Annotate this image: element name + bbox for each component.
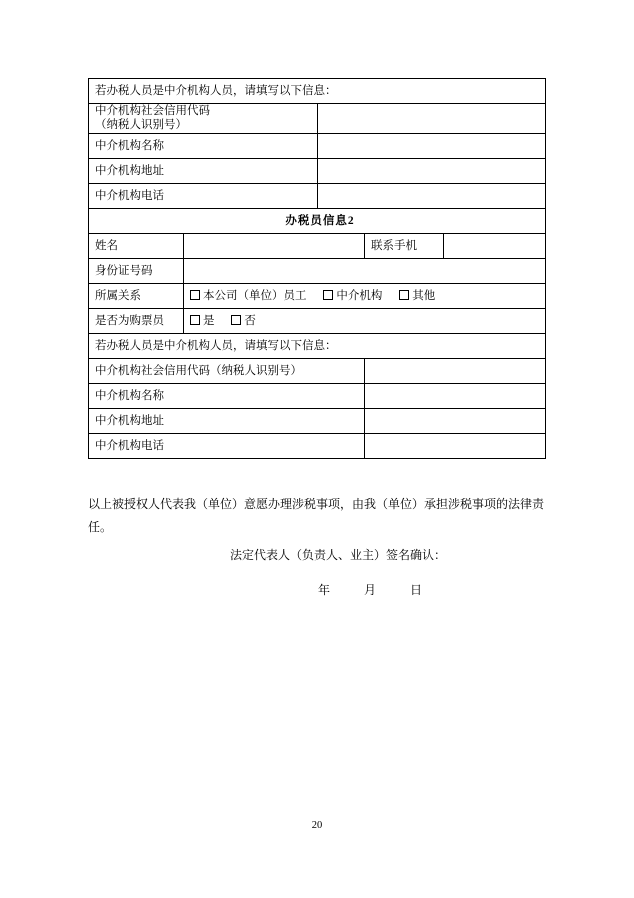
clerk-id-label: 身份证号码 — [89, 258, 184, 283]
checkbox-relation-agency[interactable] — [323, 289, 382, 303]
clerk-name-field[interactable] — [184, 233, 365, 258]
date-line — [88, 581, 546, 598]
table-row — [89, 308, 546, 333]
checkbox-ticket-yes[interactable] — [190, 314, 215, 328]
table-row — [89, 283, 546, 308]
table-row — [89, 233, 546, 258]
date-year-label: 年 — [318, 583, 331, 598]
checkbox-ticket-yes-label: 是 — [203, 314, 215, 327]
section-title-tax-clerk-2: 办税员信息2 — [89, 208, 546, 233]
table-row — [89, 133, 546, 158]
table-row — [89, 433, 546, 458]
table-row — [89, 358, 546, 383]
table-row — [89, 104, 546, 134]
table-row — [89, 258, 546, 283]
clerk-ticket-label: 是否为购票员 — [89, 308, 184, 333]
agency-name-label-1: 中介机构名称 — [89, 133, 318, 158]
clerk-id-field[interactable] — [184, 258, 546, 283]
table-row — [89, 183, 546, 208]
clerk-relation-label: 所属关系 — [89, 283, 184, 308]
agency-address-label-2: 中介机构地址 — [89, 408, 365, 433]
agency-address-label-1: 中介机构地址 — [89, 158, 318, 183]
agency-credit-code-label-line2: （纳税人识别号） — [95, 119, 187, 132]
table-row — [89, 408, 546, 433]
agency-phone-field-1[interactable] — [317, 183, 546, 208]
table-row — [89, 208, 546, 233]
checkbox-box-icon — [190, 315, 200, 325]
table-row — [89, 158, 546, 183]
checkbox-relation-employee-label: 本公司（单位）员工 — [203, 289, 307, 302]
agency-address-field-2[interactable] — [365, 408, 546, 433]
checkbox-relation-agency-label: 中介机构 — [336, 289, 383, 302]
form-content — [88, 78, 546, 598]
agency-note-cell-1: 若办税人员是中介机构人员，请填写以下信息： — [89, 79, 546, 104]
checkbox-relation-other-label: 其他 — [412, 289, 436, 302]
agency-name-field-1[interactable] — [317, 133, 546, 158]
clerk-ticket-options — [184, 308, 546, 333]
statement-text: 以上被授权人代表我（单位）意愿办理涉税事项，由我（单位）承担涉税事项的法律责任。 — [88, 496, 545, 534]
checkbox-relation-employee[interactable] — [190, 289, 307, 303]
table-row — [89, 333, 546, 358]
checkbox-ticket-no[interactable] — [231, 314, 256, 328]
agency-credit-code-field-2[interactable] — [365, 358, 546, 383]
table-row — [89, 79, 546, 104]
date-month-label: 月 — [364, 583, 377, 598]
agency-credit-code-label-2: 中介机构社会信用代码（纳税人识别号） — [89, 358, 365, 383]
checkbox-box-icon — [231, 315, 241, 325]
agency-phone-label-2: 中介机构电话 — [89, 433, 365, 458]
agency-credit-code-label-line1: 中介机构社会信用代码 — [95, 105, 210, 117]
checkbox-relation-other[interactable] — [399, 289, 435, 303]
checkbox-box-icon — [399, 290, 409, 300]
agency-credit-code-field-1[interactable] — [317, 104, 546, 134]
clerk-mobile-field[interactable] — [444, 233, 546, 258]
agency-phone-field-2[interactable] — [365, 433, 546, 458]
agency-phone-label-1: 中介机构电话 — [89, 183, 318, 208]
checkbox-ticket-no-label: 否 — [244, 314, 256, 327]
agency-name-label-2: 中介机构名称 — [89, 383, 365, 408]
clerk-mobile-label: 联系手机 — [365, 233, 444, 258]
table-row — [89, 383, 546, 408]
date-day-label: 日 — [410, 583, 423, 598]
agency-name-field-2[interactable] — [365, 383, 546, 408]
signature-line: 法定代表人（负责人、业主）签名确认： — [230, 548, 447, 563]
agency-info-table-1 — [88, 78, 546, 234]
checkbox-box-icon — [323, 290, 333, 300]
checkbox-box-icon — [190, 290, 200, 300]
tax-clerk-info-table-2 — [88, 233, 546, 459]
authorization-statement — [88, 493, 546, 539]
clerk-relation-options — [184, 283, 546, 308]
agency-address-field-1[interactable] — [317, 158, 546, 183]
agency-credit-code-label-1 — [89, 104, 318, 134]
agency-note-cell-2: 若办税人员是中介机构人员，请填写以下信息： — [89, 333, 546, 358]
page-number: 20 — [311, 820, 323, 831]
clerk-name-label: 姓名 — [89, 233, 184, 258]
